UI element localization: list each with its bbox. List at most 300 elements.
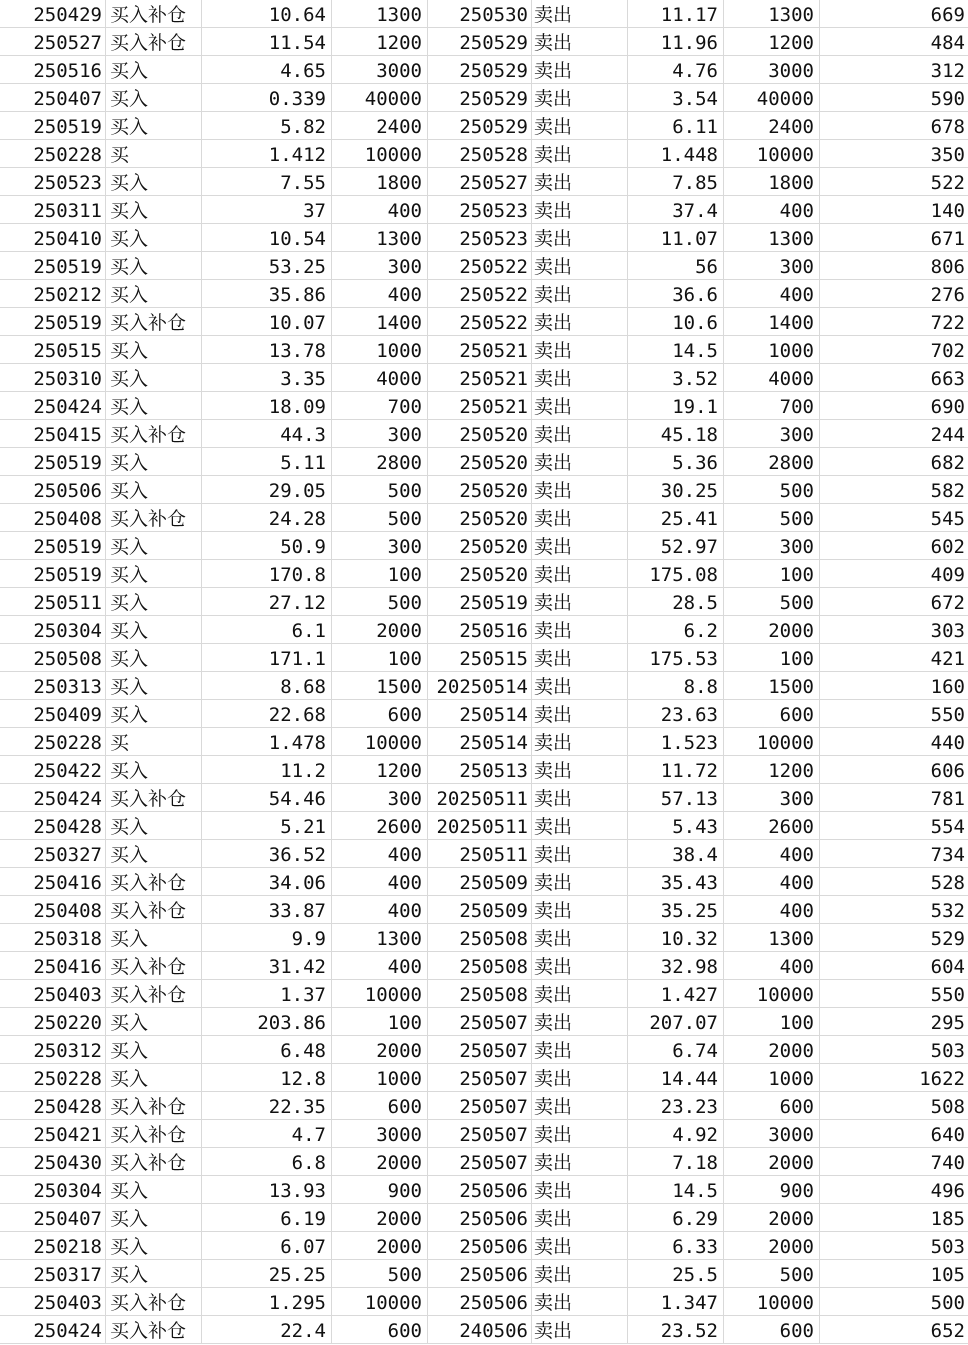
sell-quantity-cell[interactable]: 500 [724,588,820,615]
buy-date-cell[interactable]: 250403 [0,980,106,1007]
buy-action-cell[interactable]: 买入 [106,56,202,83]
profit-cell[interactable]: 671 [930,228,965,250]
sell-date-cell[interactable]: 250521 [428,336,532,363]
sell-quantity-cell[interactable]: 500 [724,1260,820,1287]
profit-cell[interactable]: 606 [930,760,965,782]
buy-date-cell[interactable]: 250511 [0,588,106,615]
buy-quantity-cell[interactable]: 100 [332,560,428,587]
buy-quantity-cell[interactable]: 400 [332,196,428,223]
buy-action-cell[interactable]: 买入补仓 [106,420,202,447]
sell-price-cell[interactable]: 10.6 [628,308,724,335]
sell-quantity-cell[interactable]: 4000 [724,364,820,391]
sell-date-cell[interactable]: 20250511 [428,784,532,811]
sell-price-cell[interactable]: 30.25 [628,476,724,503]
buy-action-cell[interactable]: 买入 [106,560,202,587]
buy-date-cell[interactable]: 250304 [0,1176,106,1203]
profit-cell[interactable]: 550 [930,704,965,726]
buy-date-cell[interactable]: 250416 [0,952,106,979]
buy-price-cell[interactable]: 29.05 [202,476,332,503]
sell-action-cell[interactable]: 卖出 [532,0,628,27]
buy-quantity-cell[interactable]: 1000 [332,336,428,363]
buy-date-cell[interactable]: 250220 [0,1008,106,1035]
buy-price-cell[interactable]: 10.07 [202,308,332,335]
buy-price-cell[interactable]: 37 [202,196,332,223]
sell-date-cell[interactable]: 250507 [428,1092,532,1119]
sell-quantity-cell[interactable]: 900 [724,1176,820,1203]
sell-quantity-cell[interactable]: 2000 [724,1204,820,1231]
sell-quantity-cell[interactable]: 600 [724,1092,820,1119]
buy-price-cell[interactable]: 12.8 [202,1064,332,1091]
buy-action-cell[interactable]: 买入 [106,812,202,839]
buy-action-cell[interactable]: 买入补仓 [106,980,202,1007]
buy-price-cell[interactable]: 10.64 [202,0,332,27]
buy-quantity-cell[interactable]: 500 [332,504,428,531]
sell-quantity-cell[interactable]: 10000 [724,980,820,1007]
profit-cell[interactable]: 734 [930,844,965,866]
buy-price-cell[interactable]: 9.9 [202,924,332,951]
buy-date-cell[interactable]: 250523 [0,168,106,195]
profit-cell[interactable]: 295 [930,1012,965,1034]
sell-date-cell[interactable]: 250523 [428,196,532,223]
buy-date-cell[interactable]: 250516 [0,56,106,83]
sell-quantity-cell[interactable]: 2800 [724,448,820,475]
buy-date-cell[interactable]: 250218 [0,1232,106,1259]
sell-price-cell[interactable]: 38.4 [628,840,724,867]
buy-quantity-cell[interactable]: 10000 [332,980,428,1007]
profit-cell[interactable]: 508 [930,1096,965,1118]
sell-date-cell[interactable]: 250520 [428,448,532,475]
buy-date-cell[interactable]: 250408 [0,896,106,923]
sell-quantity-cell[interactable]: 1200 [724,28,820,55]
buy-action-cell[interactable]: 买入补仓 [106,868,202,895]
sell-action-cell[interactable]: 卖出 [532,420,628,447]
buy-action-cell[interactable]: 买入 [106,616,202,643]
sell-quantity-cell[interactable]: 400 [724,196,820,223]
buy-price-cell[interactable]: 53.25 [202,252,332,279]
buy-price-cell[interactable]: 18.09 [202,392,332,419]
sell-quantity-cell[interactable]: 1800 [724,168,820,195]
buy-date-cell[interactable]: 250430 [0,1148,106,1175]
sell-quantity-cell[interactable]: 1300 [724,224,820,251]
buy-quantity-cell[interactable]: 400 [332,868,428,895]
buy-action-cell[interactable]: 买 [106,140,202,167]
sell-quantity-cell[interactable]: 1000 [724,1064,820,1091]
profit-cell[interactable]: 669 [930,4,965,26]
sell-action-cell[interactable]: 卖出 [532,140,628,167]
sell-price-cell[interactable]: 11.17 [628,0,724,27]
profit-cell[interactable]: 672 [930,592,965,614]
buy-date-cell[interactable]: 250508 [0,644,106,671]
buy-quantity-cell[interactable]: 500 [332,476,428,503]
sell-price-cell[interactable]: 6.11 [628,112,724,139]
buy-price-cell[interactable]: 1.478 [202,728,332,755]
sell-price-cell[interactable]: 25.41 [628,504,724,531]
profit-cell[interactable]: 604 [930,956,965,978]
buy-action-cell[interactable]: 买入 [106,280,202,307]
sell-action-cell[interactable]: 卖出 [532,728,628,755]
buy-quantity-cell[interactable]: 600 [332,1092,428,1119]
sell-price-cell[interactable]: 35.43 [628,868,724,895]
sell-price-cell[interactable]: 10.32 [628,924,724,951]
sell-date-cell[interactable]: 250508 [428,924,532,951]
buy-price-cell[interactable]: 22.4 [202,1316,332,1343]
buy-quantity-cell[interactable]: 1300 [332,224,428,251]
sell-action-cell[interactable]: 卖出 [532,1036,628,1063]
buy-date-cell[interactable]: 250424 [0,784,106,811]
buy-action-cell[interactable]: 买入 [106,196,202,223]
sell-price-cell[interactable]: 207.07 [628,1008,724,1035]
buy-price-cell[interactable]: 50.9 [202,532,332,559]
profit-cell[interactable]: 160 [930,676,965,698]
buy-price-cell[interactable]: 171.1 [202,644,332,671]
profit-cell[interactable]: 663 [930,368,965,390]
buy-price-cell[interactable]: 11.54 [202,28,332,55]
profit-cell[interactable]: 529 [930,928,965,950]
buy-price-cell[interactable]: 170.8 [202,560,332,587]
sell-date-cell[interactable]: 250507 [428,1036,532,1063]
sell-quantity-cell[interactable]: 1300 [724,0,820,27]
buy-quantity-cell[interactable]: 3000 [332,56,428,83]
sell-date-cell[interactable]: 250529 [428,56,532,83]
buy-price-cell[interactable]: 7.55 [202,168,332,195]
sell-date-cell[interactable]: 250529 [428,84,532,111]
sell-action-cell[interactable]: 卖出 [532,924,628,951]
buy-price-cell[interactable]: 13.78 [202,336,332,363]
sell-quantity-cell[interactable]: 600 [724,700,820,727]
profit-cell[interactable]: 185 [930,1208,965,1230]
buy-quantity-cell[interactable]: 2400 [332,112,428,139]
buy-quantity-cell[interactable]: 400 [332,896,428,923]
sell-quantity-cell[interactable]: 700 [724,392,820,419]
buy-quantity-cell[interactable]: 400 [332,280,428,307]
sell-quantity-cell[interactable]: 10000 [724,1288,820,1315]
sell-date-cell[interactable]: 250514 [428,728,532,755]
sell-quantity-cell[interactable]: 400 [724,952,820,979]
buy-price-cell[interactable]: 31.42 [202,952,332,979]
profit-cell[interactable]: 312 [930,60,965,82]
buy-date-cell[interactable]: 250415 [0,420,106,447]
buy-price-cell[interactable]: 1.37 [202,980,332,1007]
buy-price-cell[interactable]: 25.25 [202,1260,332,1287]
buy-quantity-cell[interactable]: 10000 [332,140,428,167]
sell-action-cell[interactable]: 卖出 [532,868,628,895]
sell-price-cell[interactable]: 4.76 [628,56,724,83]
buy-quantity-cell[interactable]: 300 [332,532,428,559]
profit-cell[interactable]: 503 [930,1236,965,1258]
sell-date-cell[interactable]: 250507 [428,1120,532,1147]
sell-date-cell[interactable]: 250529 [428,28,532,55]
sell-quantity-cell[interactable]: 400 [724,896,820,923]
buy-action-cell[interactable]: 买入补仓 [106,28,202,55]
sell-price-cell[interactable]: 25.5 [628,1260,724,1287]
sell-quantity-cell[interactable]: 400 [724,868,820,895]
profit-cell[interactable]: 545 [930,508,965,530]
sell-action-cell[interactable]: 卖出 [532,980,628,1007]
sell-date-cell[interactable]: 250520 [428,504,532,531]
sell-action-cell[interactable]: 卖出 [532,1232,628,1259]
buy-quantity-cell[interactable]: 1400 [332,308,428,335]
buy-action-cell[interactable]: 买入 [106,224,202,251]
profit-cell[interactable]: 522 [930,172,965,194]
buy-quantity-cell[interactable]: 1800 [332,168,428,195]
buy-quantity-cell[interactable]: 3000 [332,1120,428,1147]
buy-date-cell[interactable]: 250228 [0,140,106,167]
buy-price-cell[interactable]: 54.46 [202,784,332,811]
profit-cell[interactable]: 244 [930,424,965,446]
sell-action-cell[interactable]: 卖出 [532,1260,628,1287]
buy-quantity-cell[interactable]: 500 [332,588,428,615]
buy-date-cell[interactable]: 250304 [0,616,106,643]
buy-quantity-cell[interactable]: 600 [332,700,428,727]
buy-quantity-cell[interactable]: 40000 [332,84,428,111]
sell-action-cell[interactable]: 卖出 [532,812,628,839]
sell-action-cell[interactable]: 卖出 [532,196,628,223]
sell-action-cell[interactable]: 卖出 [532,336,628,363]
buy-date-cell[interactable]: 250403 [0,1288,106,1315]
sell-price-cell[interactable]: 1.427 [628,980,724,1007]
buy-date-cell[interactable]: 250519 [0,448,106,475]
sell-price-cell[interactable]: 7.85 [628,168,724,195]
buy-action-cell[interactable]: 买入 [106,112,202,139]
buy-action-cell[interactable]: 买入补仓 [106,0,202,27]
buy-price-cell[interactable]: 0.339 [202,84,332,111]
buy-quantity-cell[interactable]: 1500 [332,672,428,699]
sell-date-cell[interactable]: 250520 [428,476,532,503]
profit-cell[interactable]: 590 [930,88,965,110]
sell-date-cell[interactable]: 250522 [428,252,532,279]
sell-date-cell[interactable]: 250507 [428,1148,532,1175]
sell-date-cell[interactable]: 250515 [428,644,532,671]
sell-date-cell[interactable]: 20250514 [428,672,532,699]
profit-cell[interactable]: 602 [930,536,965,558]
buy-date-cell[interactable]: 250318 [0,924,106,951]
buy-quantity-cell[interactable]: 1300 [332,0,428,27]
buy-date-cell[interactable]: 250519 [0,252,106,279]
sell-action-cell[interactable]: 卖出 [532,1092,628,1119]
sell-action-cell[interactable]: 卖出 [532,560,628,587]
buy-price-cell[interactable]: 6.8 [202,1148,332,1175]
buy-quantity-cell[interactable]: 10000 [332,728,428,755]
buy-price-cell[interactable]: 44.3 [202,420,332,447]
buy-quantity-cell[interactable]: 900 [332,1176,428,1203]
sell-quantity-cell[interactable]: 300 [724,420,820,447]
sell-quantity-cell[interactable]: 300 [724,532,820,559]
buy-date-cell[interactable]: 250519 [0,560,106,587]
buy-action-cell[interactable]: 买入 [106,672,202,699]
profit-cell[interactable]: 550 [930,984,965,1006]
buy-quantity-cell[interactable]: 100 [332,644,428,671]
sell-price-cell[interactable]: 6.2 [628,616,724,643]
sell-quantity-cell[interactable]: 500 [724,476,820,503]
sell-action-cell[interactable]: 卖出 [532,672,628,699]
buy-price-cell[interactable]: 22.35 [202,1092,332,1119]
sell-date-cell[interactable]: 250520 [428,560,532,587]
buy-action-cell[interactable]: 买入 [106,168,202,195]
sell-date-cell[interactable]: 250522 [428,308,532,335]
sell-quantity-cell[interactable]: 100 [724,644,820,671]
buy-price-cell[interactable]: 27.12 [202,588,332,615]
buy-price-cell[interactable]: 4.65 [202,56,332,83]
sell-action-cell[interactable]: 卖出 [532,1176,628,1203]
buy-action-cell[interactable]: 买入 [106,588,202,615]
sell-date-cell[interactable]: 250507 [428,1064,532,1091]
sell-action-cell[interactable]: 卖出 [532,784,628,811]
sell-action-cell[interactable]: 卖出 [532,644,628,671]
sell-date-cell[interactable]: 250516 [428,616,532,643]
sell-date-cell[interactable]: 20250511 [428,812,532,839]
buy-action-cell[interactable]: 买入 [106,1232,202,1259]
buy-quantity-cell[interactable]: 100 [332,1008,428,1035]
buy-action-cell[interactable]: 买入 [106,392,202,419]
buy-action-cell[interactable]: 买入补仓 [106,1092,202,1119]
sell-price-cell[interactable]: 14.5 [628,1176,724,1203]
sell-price-cell[interactable]: 36.6 [628,280,724,307]
sell-action-cell[interactable]: 卖出 [532,588,628,615]
sell-quantity-cell[interactable]: 400 [724,280,820,307]
buy-price-cell[interactable]: 10.54 [202,224,332,251]
buy-date-cell[interactable]: 250424 [0,1316,106,1343]
profit-cell[interactable]: 528 [930,872,965,894]
buy-date-cell[interactable]: 250228 [0,728,106,755]
sell-action-cell[interactable]: 卖出 [532,308,628,335]
buy-date-cell[interactable]: 250424 [0,392,106,419]
sell-quantity-cell[interactable]: 3000 [724,56,820,83]
sell-price-cell[interactable]: 32.98 [628,952,724,979]
buy-quantity-cell[interactable]: 2800 [332,448,428,475]
buy-action-cell[interactable]: 买入 [106,1036,202,1063]
buy-price-cell[interactable]: 203.86 [202,1008,332,1035]
sell-action-cell[interactable]: 卖出 [532,476,628,503]
buy-price-cell[interactable]: 1.295 [202,1288,332,1315]
sell-price-cell[interactable]: 52.97 [628,532,724,559]
buy-date-cell[interactable]: 250506 [0,476,106,503]
sell-date-cell[interactable]: 250527 [428,168,532,195]
buy-date-cell[interactable]: 250515 [0,336,106,363]
sell-quantity-cell[interactable]: 100 [724,1008,820,1035]
buy-action-cell[interactable]: 买入 [106,644,202,671]
sell-action-cell[interactable]: 卖出 [532,112,628,139]
sell-date-cell[interactable]: 250509 [428,896,532,923]
buy-quantity-cell[interactable]: 2000 [332,1204,428,1231]
profit-cell[interactable]: 690 [930,396,965,418]
sell-action-cell[interactable]: 卖出 [532,448,628,475]
sell-quantity-cell[interactable]: 2600 [724,812,820,839]
buy-price-cell[interactable]: 24.28 [202,504,332,531]
sell-price-cell[interactable]: 23.23 [628,1092,724,1119]
sell-action-cell[interactable]: 卖出 [532,1316,628,1343]
buy-price-cell[interactable]: 35.86 [202,280,332,307]
profit-cell[interactable]: 722 [930,312,965,334]
buy-action-cell[interactable]: 买入 [106,1260,202,1287]
sell-date-cell[interactable]: 250529 [428,112,532,139]
sell-quantity-cell[interactable]: 300 [724,784,820,811]
sell-date-cell[interactable]: 250507 [428,1008,532,1035]
sell-price-cell[interactable]: 11.07 [628,224,724,251]
sell-date-cell[interactable]: 250520 [428,532,532,559]
buy-date-cell[interactable]: 250311 [0,196,106,223]
sell-date-cell[interactable]: 250522 [428,280,532,307]
sell-price-cell[interactable]: 11.96 [628,28,724,55]
sell-action-cell[interactable]: 卖出 [532,252,628,279]
buy-price-cell[interactable]: 8.68 [202,672,332,699]
sell-date-cell[interactable]: 250528 [428,140,532,167]
buy-price-cell[interactable]: 5.21 [202,812,332,839]
buy-quantity-cell[interactable]: 300 [332,784,428,811]
sell-action-cell[interactable]: 卖出 [532,1148,628,1175]
profit-cell[interactable]: 554 [930,816,965,838]
sell-quantity-cell[interactable]: 1000 [724,336,820,363]
sell-action-cell[interactable]: 卖出 [532,1288,628,1315]
buy-price-cell[interactable]: 5.11 [202,448,332,475]
sell-price-cell[interactable]: 1.347 [628,1288,724,1315]
sell-action-cell[interactable]: 卖出 [532,364,628,391]
sell-date-cell[interactable]: 250506 [428,1260,532,1287]
buy-date-cell[interactable]: 250428 [0,812,106,839]
buy-price-cell[interactable]: 6.19 [202,1204,332,1231]
buy-action-cell[interactable]: 买入补仓 [106,952,202,979]
sell-quantity-cell[interactable]: 3000 [724,1120,820,1147]
sell-date-cell[interactable]: 250506 [428,1288,532,1315]
profit-cell[interactable]: 740 [930,1152,965,1174]
buy-price-cell[interactable]: 34.06 [202,868,332,895]
profit-cell[interactable]: 652 [930,1320,965,1342]
buy-quantity-cell[interactable]: 1300 [332,924,428,951]
sell-price-cell[interactable]: 35.25 [628,896,724,923]
buy-action-cell[interactable]: 买入补仓 [106,308,202,335]
sell-action-cell[interactable]: 卖出 [532,1064,628,1091]
buy-quantity-cell[interactable]: 700 [332,392,428,419]
buy-date-cell[interactable]: 250409 [0,700,106,727]
sell-price-cell[interactable]: 1.448 [628,140,724,167]
sell-price-cell[interactable]: 3.52 [628,364,724,391]
sell-price-cell[interactable]: 14.5 [628,336,724,363]
sell-quantity-cell[interactable]: 2000 [724,616,820,643]
sell-quantity-cell[interactable]: 10000 [724,140,820,167]
buy-price-cell[interactable]: 13.93 [202,1176,332,1203]
buy-action-cell[interactable]: 买入 [106,252,202,279]
profit-cell[interactable]: 806 [930,256,965,278]
sell-date-cell[interactable]: 250508 [428,980,532,1007]
buy-quantity-cell[interactable]: 2000 [332,1148,428,1175]
sell-date-cell[interactable]: 250506 [428,1176,532,1203]
profit-cell[interactable]: 781 [930,788,965,810]
sell-date-cell[interactable]: 250514 [428,700,532,727]
profit-cell[interactable]: 440 [930,732,965,754]
buy-date-cell[interactable]: 250407 [0,84,106,111]
buy-quantity-cell[interactable]: 1200 [332,28,428,55]
buy-action-cell[interactable]: 买入补仓 [106,1288,202,1315]
buy-action-cell[interactable]: 买入补仓 [106,1148,202,1175]
profit-cell[interactable]: 421 [930,648,965,670]
profit-cell[interactable]: 1622 [919,1068,965,1090]
sell-date-cell[interactable]: 240506 [428,1316,532,1343]
profit-cell[interactable]: 500 [930,1292,965,1314]
buy-quantity-cell[interactable]: 4000 [332,364,428,391]
sell-date-cell[interactable]: 250520 [428,420,532,447]
buy-date-cell[interactable]: 250408 [0,504,106,531]
sell-action-cell[interactable]: 卖出 [532,896,628,923]
buy-date-cell[interactable]: 250416 [0,868,106,895]
sell-quantity-cell[interactable]: 1500 [724,672,820,699]
buy-action-cell[interactable]: 买入 [106,1008,202,1035]
sell-quantity-cell[interactable]: 1200 [724,756,820,783]
sell-price-cell[interactable]: 8.8 [628,672,724,699]
sell-action-cell[interactable]: 卖出 [532,56,628,83]
sell-quantity-cell[interactable]: 40000 [724,84,820,111]
sell-action-cell[interactable]: 卖出 [532,532,628,559]
buy-quantity-cell[interactable]: 10000 [332,1288,428,1315]
buy-quantity-cell[interactable]: 300 [332,420,428,447]
